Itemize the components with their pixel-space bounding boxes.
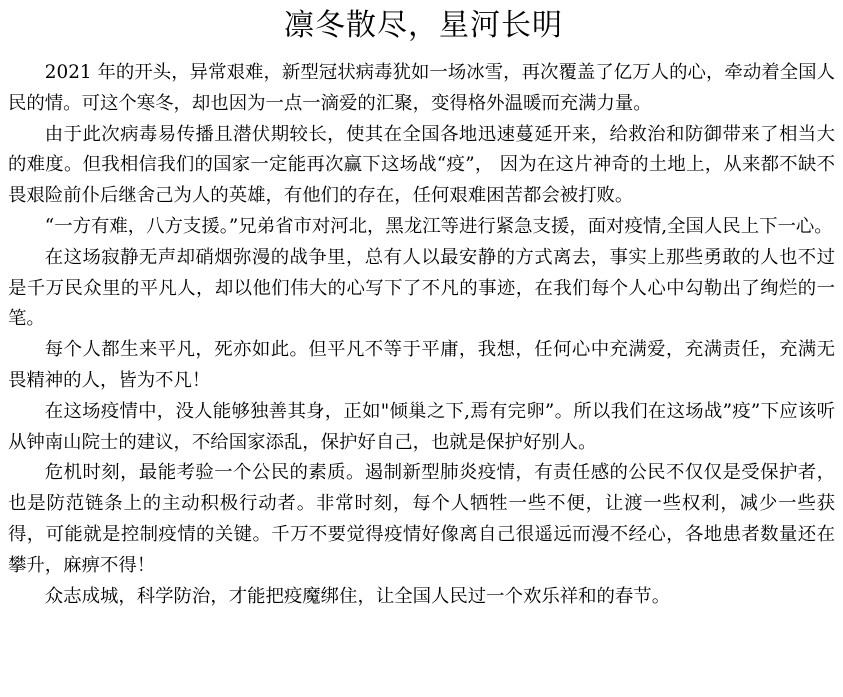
paragraph-3: “一方有难，八方支援。”兄弟省市对河北，黑龙江等进行紧急支援，面对疫情,全国人民上下一心。 xyxy=(44,215,833,237)
paragraph-8: 众志成城，科学防治，才能把疫魔绑住，让全国人民过一个欢乐祥和的春节。 xyxy=(44,585,671,607)
paragraph-2: 由于此次病毒易传播且潜伏期较长，使其在全国各地迅速蔓延开来，给救治和防御带来了相当大的难度。但我相信我们的国家一定能再次赢下这场战“疫”， 因为在这片神奇的土地上，从来都不缺不畏艰险前仆后继舍己为人的英雄，有他们的存在，任何艰难困苦都会被打败。 xyxy=(8,123,835,207)
paragraph-6: 在这场疫情中，没人能够独善其身，正如"倾巢之下,焉有完卵”。所以我们在这场战”疫”下应该听从钟南山院士的建议，不给国家添乱，保护好自己，也就是保护好别人。 xyxy=(8,400,835,453)
paragraph-4: 在这场寂静无声却硝烟弥漫的战争里，总有人以最安静的方式离去，事实上那些勇敢的人也不过是千万民众里的平凡人，却以他们伟大的心写下了不凡的事迹，在我们每个人心中勾勒出了绚烂的一笔。 xyxy=(8,246,835,330)
paragraph-5: 每个人都生来平凡，死亦如此。但平凡不等于平庸，我想，任何心中充满爱，充满责任，充满无畏精神的人，皆为不凡！ xyxy=(8,339,835,391)
paragraph-1: 2021 年的开头，异常艰难，新型冠状病毒犹如一场冰雪，再次覆盖了亿万人的心，牵动着全国人民的情。可这个寒冬，却也因为一点一滴爱的汇聚，变得格外温暖而充满力量。 xyxy=(8,62,835,114)
document-title: 凛冬散尽，星河长明 xyxy=(284,8,563,43)
paragraph-7: 危机时刻，最能考验一个公民的素质。遏制新型肺炎疫情，有责任感的公民不仅仅是受保护者，也是防范链条上的主动积极行动者。非常时刻，每个人牺牲一些不便，让渡一些权利，减少一些获得，可能就是控制疫情的关键。千万不要觉得疫情好像离自己很遥远而漫不经心，各地患者数量还在攀升，麻痹不得！ xyxy=(8,462,835,576)
